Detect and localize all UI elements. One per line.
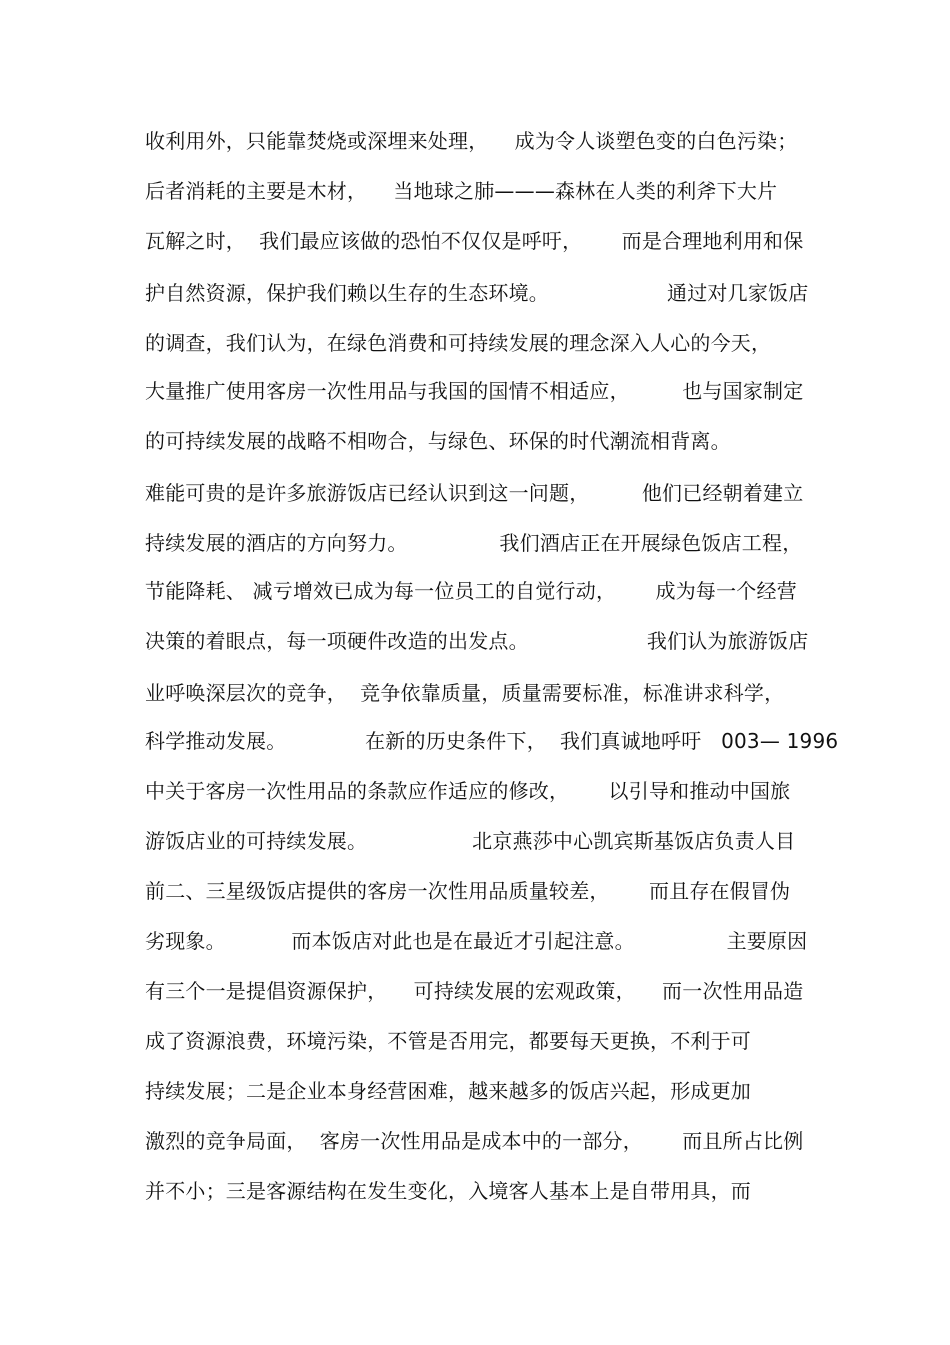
text-line: 激烈的竞争局面， 客房一次性用品是成本中的一部分， 而且所占比例 — [145, 1129, 804, 1153]
text-line: 瓦解之时， 我们最应该做的恐怕不仅仅是呼吁， 而是合理地利用和保 — [145, 229, 804, 253]
text-line: 的可持续发展的战略不相吻合，与绿色、环保的时代潮流相背离。 — [145, 429, 731, 453]
text-line: 的调查，我们认为，在绿色消费和可持续发展的理念深入人心的今天， — [145, 331, 772, 355]
text-line: 中关于客房一次性用品的条款应作适应的修改， 以引导和推动中国旅 — [145, 779, 791, 803]
text-line: 持续发展的酒店的方向努力。 我们酒店正在开展绿色饭店工程， — [145, 531, 803, 555]
text-line: 节能降耗、 减亏增效已成为每一位员工的自觉行动， 成为每一个经营 — [145, 579, 797, 603]
text-line: 决策的着眼点，每一项硬件改造的出发点。 我们认为旅游饭店 — [145, 629, 809, 653]
text-line: 游饭店业的可持续发展。 北京燕莎中心凯宾斯基饭店负责人目 — [145, 829, 796, 853]
text-line: 护自然资源，保护我们赖以生存的生态环境。 通过对几家饭店 — [145, 281, 809, 305]
text-line: 持续发展；二是企业本身经营困难，越来越多的饭店兴起，形成更加 — [145, 1079, 751, 1103]
text-line: 业呼唤深层次的竞争， 竞争依靠质量，质量需要标准，标准讲求科学， — [145, 681, 785, 705]
text-line: 前二、三星级饭店提供的客房一次性用品质量较差， 而且存在假冒伪 — [145, 879, 791, 903]
text-line: 成了资源浪费，环境污染，不管是否用完，都要每天更换，不利于可 — [145, 1029, 751, 1053]
text-line: 科学推动发展。 在新的历史条件下， 我们真诚地呼吁 003— 1996 — [145, 729, 839, 753]
text-line: 收利用外，只能靠焚烧或深埋来处理， 成为令人谈塑色变的白色污染； — [145, 129, 798, 153]
text-line: 后者消耗的主要是木材， 当地球之肺———森林在人类的利斧下大片 — [145, 179, 778, 203]
text-line: 难能可贵的是许多旅游饭店已经认识到这一问题， 他们已经朝着建立 — [145, 481, 804, 505]
text-line: 有三个一是提倡资源保护， 可持续发展的宏观政策， 而一次性用品造 — [145, 979, 804, 1003]
text-line: 劣现象。 而本饭店对此也是在最近才引起注意。 主要原因 — [145, 929, 808, 953]
text-line: 并不小；三是客源结构在发生变化，入境客人基本上是自带用具，而 — [145, 1179, 751, 1203]
text-line: 大量推广使用客房一次性用品与我国的国情不相适应， 也与国家制定 — [145, 379, 804, 403]
